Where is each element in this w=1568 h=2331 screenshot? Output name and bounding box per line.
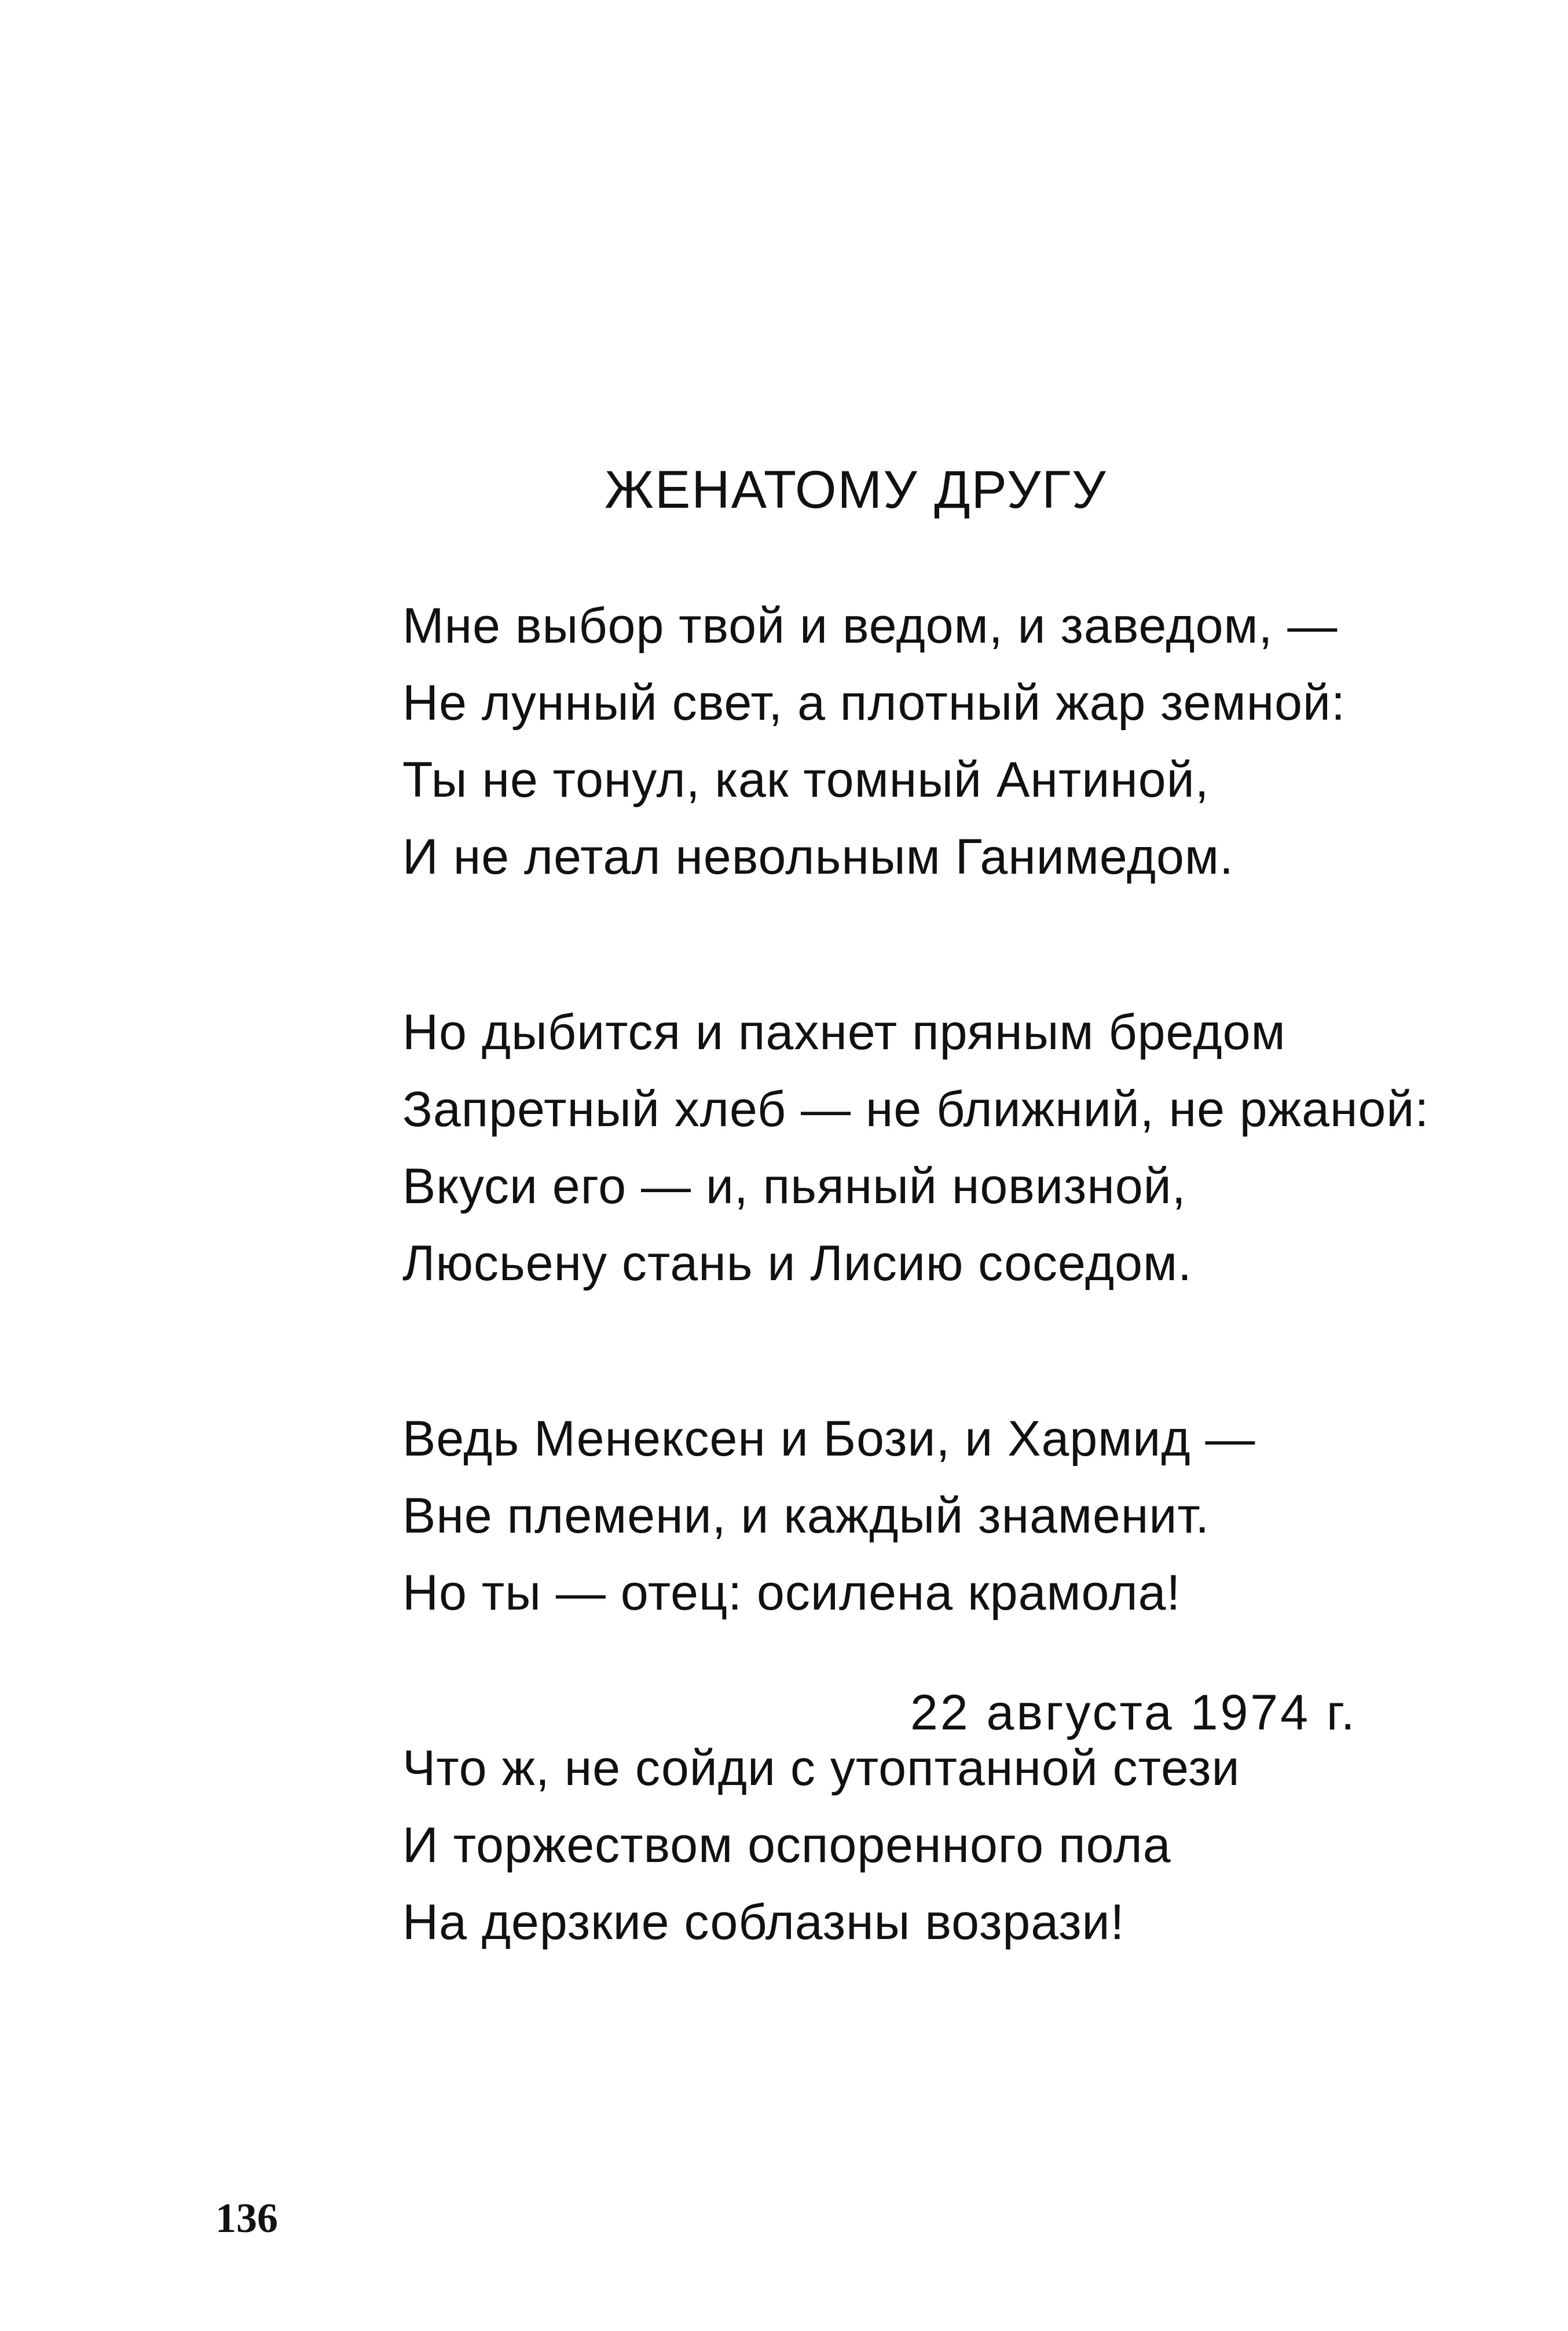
poem-line: Ты не тонул, как томный Антиной, xyxy=(402,752,1210,808)
poem-line: Что ж, не сойди с утоптанной стези xyxy=(402,1740,1240,1796)
poem-line: Запретный хлеб — не ближний, не ржаной: xyxy=(402,1082,1430,1137)
poem-line: И не летал невольным Ганимедом. xyxy=(402,829,1234,885)
stanza-2 xyxy=(402,994,1503,1302)
poem-body xyxy=(402,588,1503,2059)
poem-date: 22 августа 1974 г. xyxy=(910,1685,1357,1740)
page-number: 136 xyxy=(215,2195,278,2241)
poem-line: Ведь Менексен и Бози, и Хармид — xyxy=(402,1411,1256,1467)
stanza-3 xyxy=(402,1401,1503,1632)
poem-line: Но ты — отец: осилена крамола! xyxy=(402,1565,1181,1621)
poem-line: Вкуси его — и, пьяный новизной, xyxy=(402,1159,1186,1214)
poem-line: Мне выбор твой и ведом, и заведом, — xyxy=(402,598,1338,654)
poem-line: На дерзкие соблазны возрази! xyxy=(402,1894,1125,1950)
poem-title: ЖЕНАТОМУ ДРУГУ xyxy=(605,460,1107,519)
stanza-1 xyxy=(402,588,1503,896)
poem-line: Люсьену стань и Лисию соседом. xyxy=(402,1236,1193,1291)
poem-line: Не лунный свет, а плотный жар земной: xyxy=(402,675,1346,731)
poem-line: Но дыбится и пахнет пряным бредом xyxy=(402,1005,1286,1060)
poem-line: И торжеством оспоренного пола xyxy=(402,1817,1171,1873)
stanza-4 xyxy=(402,1730,1503,1961)
poem-line: Вне племени, и каждый знаменит. xyxy=(402,1488,1210,1544)
